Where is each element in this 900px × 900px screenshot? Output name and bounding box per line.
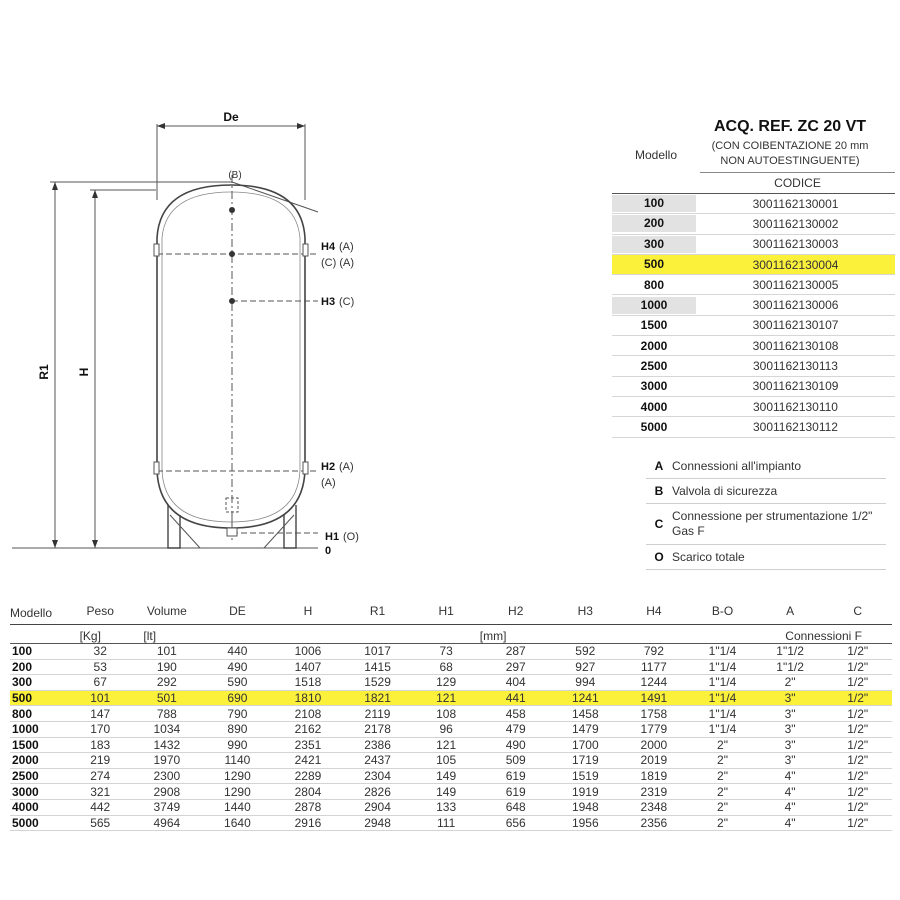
main-table-modello-header: Modello xyxy=(10,606,53,620)
table-cell: 1640 xyxy=(224,815,251,830)
table-cell: 2119 xyxy=(364,706,391,721)
column-header: DE xyxy=(229,604,246,618)
column-header: H1 xyxy=(438,604,454,618)
table-cell: 149 xyxy=(436,784,457,799)
table-cell: 890 xyxy=(227,722,248,737)
code-table-row xyxy=(612,356,895,376)
table-cell: 501 xyxy=(156,691,177,706)
code-table-modello-cell: 200 xyxy=(612,215,696,232)
code-table-codice-cell: 3001162130110 xyxy=(753,399,838,414)
dimensions-table xyxy=(10,598,892,831)
table-cell: 1"1/4 xyxy=(708,675,737,690)
table-cell: 404 xyxy=(505,675,526,690)
table-cell: 1415 xyxy=(364,659,391,674)
table-cell: 1810 xyxy=(294,691,322,706)
column-header: B-O xyxy=(711,604,734,618)
table-cell-modello: 5000 xyxy=(12,815,39,830)
table-cell: 2348 xyxy=(640,800,668,815)
table-cell: 2178 xyxy=(364,722,391,737)
main-table-header-row xyxy=(10,598,892,624)
table-cell: 1034 xyxy=(153,722,181,737)
table-cell: 2289 xyxy=(294,769,322,784)
code-table-codice-cell: 3001162130001 xyxy=(752,196,839,211)
table-cell: 1700 xyxy=(571,737,599,752)
table-row xyxy=(10,784,892,800)
code-table-row xyxy=(612,214,895,234)
table-cell: 4" xyxy=(784,769,796,784)
table-cell-modello: 500 xyxy=(12,691,33,706)
table-cell: 1"1/2 xyxy=(776,644,804,659)
legend-row xyxy=(646,504,886,545)
zero-label: 0 xyxy=(325,545,332,557)
table-cell: 1407 xyxy=(294,659,322,674)
table-cell: 590 xyxy=(227,675,248,690)
h1-o-label: (O) xyxy=(343,531,359,543)
code-table-codice-cell: 3001162130109 xyxy=(752,379,839,394)
code-table-divider xyxy=(700,172,895,173)
table-cell: 170 xyxy=(90,722,111,737)
table-cell: 53 xyxy=(93,659,107,674)
table-cell: 101 xyxy=(156,644,177,659)
code-table-subtitle-1: (CON COIBENTAZIONE 20 mm xyxy=(711,140,869,152)
table-cell: 2804 xyxy=(294,784,322,799)
legend-key: A xyxy=(654,459,664,473)
table-cell: 788 xyxy=(156,706,177,721)
main-table-units-row xyxy=(10,624,892,643)
legend xyxy=(646,454,886,570)
table-cell: 1758 xyxy=(640,706,668,721)
table-cell: 1/2" xyxy=(847,753,869,768)
table-cell-modello: 300 xyxy=(12,675,33,690)
table-cell: 441 xyxy=(505,691,526,706)
h4-c-label: (C) (A) xyxy=(321,257,354,269)
table-cell: 1/2" xyxy=(847,769,869,784)
table-cell: 2300 xyxy=(153,769,181,784)
table-row xyxy=(10,769,892,785)
legend-key: O xyxy=(654,550,664,564)
table-cell: 1/2" xyxy=(847,737,869,752)
r1-label: R1 xyxy=(37,364,51,380)
table-cell: 274 xyxy=(90,769,111,784)
table-cell: 1/2" xyxy=(847,691,869,706)
table-cell: 990 xyxy=(227,737,248,752)
h1-label: H1 xyxy=(325,531,340,543)
table-cell: 2908 xyxy=(153,784,181,799)
table-row xyxy=(10,722,892,738)
code-table-modello-cell: 1500 xyxy=(640,318,668,333)
table-cell: 297 xyxy=(505,659,526,674)
table-cell: 619 xyxy=(505,769,526,784)
table-cell: 3" xyxy=(784,691,796,706)
table-cell: 2108 xyxy=(294,706,322,721)
table-cell-modello: 800 xyxy=(12,706,33,721)
table-cell: 1/2" xyxy=(847,722,869,737)
table-cell: 2421 xyxy=(294,753,322,768)
legend-text: Connessione per strumentazione 1/2" Gas F xyxy=(672,509,873,538)
table-cell: 1/2" xyxy=(847,706,869,721)
table-cell: 183 xyxy=(90,737,111,752)
table-row xyxy=(10,800,892,816)
table-cell: 490 xyxy=(505,737,526,752)
table-cell-modello: 200 xyxy=(12,659,33,674)
table-cell: 1821 xyxy=(364,691,391,706)
table-cell: 1290 xyxy=(224,769,251,784)
table-cell: 1"1/2 xyxy=(776,659,804,674)
table-cell: 1/2" xyxy=(847,815,869,830)
table-cell: 2916 xyxy=(294,815,322,830)
table-cell-modello: 2500 xyxy=(12,769,39,784)
legend-row xyxy=(646,545,886,570)
table-cell: 321 xyxy=(90,784,111,799)
code-table-modello-cell: 4000 xyxy=(640,399,668,414)
code-table-modello-cell: 5000 xyxy=(640,419,668,434)
code-table-codice-cell: 3001162130113 xyxy=(753,359,838,374)
table-cell: 1"1/4 xyxy=(708,644,737,659)
h2-a2-label: (A) xyxy=(321,477,336,489)
table-cell: 1919 xyxy=(571,784,599,799)
column-header: H2 xyxy=(508,604,524,618)
code-table-codice-cell: 3001162130112 xyxy=(753,419,838,434)
table-cell: 1241 xyxy=(571,691,599,706)
table-cell: 1017 xyxy=(364,644,391,659)
table-cell-modello: 100 xyxy=(12,644,33,659)
code-table-rows xyxy=(612,194,895,438)
table-cell: 509 xyxy=(505,753,526,768)
code-table-codice-cell: 3001162130004 xyxy=(752,257,839,272)
h4-a-label: (A) xyxy=(339,241,354,253)
code-table-modello-cell: 1000 xyxy=(612,297,696,314)
code-table-codice-header: CODICE xyxy=(774,176,821,190)
table-cell: 1140 xyxy=(224,753,251,768)
table-cell: 565 xyxy=(90,815,111,830)
table-cell: 2" xyxy=(717,784,728,799)
code-table-modello-cell: 300 xyxy=(612,236,696,253)
column-header: A xyxy=(786,604,795,618)
table-cell: 1432 xyxy=(153,737,181,752)
table-cell: 3" xyxy=(784,737,796,752)
code-table-row xyxy=(612,336,895,356)
h3-label: H3 xyxy=(321,296,336,308)
table-cell: 442 xyxy=(90,800,111,815)
legend-text: Valvola di sicurezza xyxy=(672,483,778,498)
legend-key: B xyxy=(654,484,664,498)
column-header: Peso xyxy=(86,604,114,618)
h4-label: H4 xyxy=(321,241,336,253)
table-cell: 32 xyxy=(93,644,107,659)
h2-a-label: (A) xyxy=(339,461,354,473)
code-table-modello-cell: 500 xyxy=(612,256,696,273)
table-cell: 1/2" xyxy=(847,675,869,690)
code-table-codice-cell: 3001162130006 xyxy=(752,298,839,313)
table-row xyxy=(10,706,892,722)
table-row xyxy=(10,691,892,707)
table-cell: 1458 xyxy=(571,706,599,721)
legend-key: C xyxy=(654,517,664,531)
table-cell: 2" xyxy=(717,800,728,815)
table-cell: 1491 xyxy=(640,691,668,706)
code-table-modello-cell: 2500 xyxy=(640,359,668,374)
table-cell: 3" xyxy=(784,753,796,768)
code-table-row xyxy=(612,295,895,315)
code-table-row xyxy=(612,235,895,255)
table-cell: 440 xyxy=(227,644,248,659)
code-table-row xyxy=(612,255,895,275)
h2-label: H2 xyxy=(321,461,336,473)
table-cell: 927 xyxy=(575,659,596,674)
table-cell: 1519 xyxy=(571,769,599,784)
table-row xyxy=(10,738,892,754)
table-cell: 1970 xyxy=(153,753,181,768)
table-cell: 1819 xyxy=(640,769,668,784)
table-cell: 1244 xyxy=(640,675,668,690)
table-cell-modello: 3000 xyxy=(12,784,39,799)
table-cell: 1/2" xyxy=(847,644,869,659)
table-row xyxy=(10,753,892,769)
table-cell: 479 xyxy=(505,722,526,737)
code-table-codice-cell: 3001162130003 xyxy=(752,237,839,252)
code-table-codice-cell: 3001162130107 xyxy=(752,318,839,333)
table-cell: 111 xyxy=(437,815,456,830)
code-table-codice-cell: 3001162130005 xyxy=(752,277,839,292)
table-cell: 3" xyxy=(784,706,796,721)
table-cell: 1177 xyxy=(640,659,667,674)
table-cell: 4964 xyxy=(153,815,181,830)
table-cell: 619 xyxy=(505,784,526,799)
table-cell: 1/2" xyxy=(847,800,869,815)
unit-mm: [mm] xyxy=(479,629,507,643)
table-cell: 287 xyxy=(505,644,526,659)
code-table-modello-cell: 800 xyxy=(643,277,665,292)
table-cell: 149 xyxy=(436,769,457,784)
table-cell: 2" xyxy=(784,675,796,690)
b-label: (B) xyxy=(228,170,242,181)
column-header: H xyxy=(303,604,313,618)
table-cell: 458 xyxy=(505,706,526,721)
table-cell: 2437 xyxy=(364,753,391,768)
table-cell: 105 xyxy=(436,753,457,768)
table-cell-modello: 4000 xyxy=(12,800,39,815)
tank-drawing xyxy=(0,0,600,580)
table-cell-modello: 1500 xyxy=(12,737,39,752)
code-table-subtitle-2: NON AUTOESTINGUENTE) xyxy=(720,155,860,167)
h-label: H xyxy=(77,367,91,377)
code-table-codice-cell: 3001162130108 xyxy=(752,338,839,353)
table-cell: 1/2" xyxy=(847,784,869,799)
table-cell: 2386 xyxy=(364,737,391,752)
table-cell: 1719 xyxy=(571,753,599,768)
code-table-codice-cell: 3001162130002 xyxy=(752,216,839,231)
table-cell: 1"1/4 xyxy=(708,722,737,737)
table-cell: 133 xyxy=(436,800,457,815)
code-table-title: ACQ. REF. ZC 20 VT xyxy=(713,118,867,135)
table-cell: 292 xyxy=(156,675,177,690)
table-cell: 1440 xyxy=(224,800,251,815)
table-row xyxy=(10,644,892,660)
table-cell: 2878 xyxy=(294,800,322,815)
main-table-body xyxy=(10,644,892,831)
table-cell: 2351 xyxy=(294,737,322,752)
code-table-modello-header: Modello xyxy=(634,148,678,162)
table-cell: 219 xyxy=(90,753,111,768)
table-cell: 2162 xyxy=(294,722,322,737)
table-cell: 592 xyxy=(575,644,596,659)
code-table-row xyxy=(612,397,895,417)
table-cell: 121 xyxy=(436,691,457,706)
code-table-modello-cell: 3000 xyxy=(640,379,668,394)
table-cell: 67 xyxy=(93,675,107,690)
table-cell: 1"1/4 xyxy=(708,706,737,721)
table-cell: 656 xyxy=(505,815,526,830)
table-cell: 2000 xyxy=(640,737,668,752)
table-cell: 96 xyxy=(439,722,453,737)
table-cell: 2019 xyxy=(640,753,668,768)
table-cell: 1"1/4 xyxy=(708,691,737,706)
table-cell: 108 xyxy=(436,706,457,721)
table-cell: 68 xyxy=(439,659,453,674)
table-cell: 129 xyxy=(436,675,457,690)
table-row xyxy=(10,675,892,691)
table-cell: 1"1/4 xyxy=(708,659,737,674)
h3-c-label: (C) xyxy=(339,296,355,308)
legend-row xyxy=(646,454,886,479)
table-cell: 190 xyxy=(156,659,177,674)
table-cell: 790 xyxy=(227,706,248,721)
table-cell: 3" xyxy=(784,722,796,737)
table-cell: 994 xyxy=(575,675,596,690)
table-cell: 1529 xyxy=(364,675,391,690)
table-cell: 4" xyxy=(784,800,796,815)
table-cell: 1779 xyxy=(640,722,668,737)
unit-connessioni: Connessioni F xyxy=(785,629,862,643)
table-cell: 2904 xyxy=(364,800,391,815)
table-cell: 73 xyxy=(439,644,453,659)
code-table-modello-cell: 100 xyxy=(612,195,696,212)
table-cell: 4" xyxy=(784,784,796,799)
legend-row xyxy=(646,479,886,504)
unit-peso: [Kg] xyxy=(79,629,101,643)
table-cell: 2304 xyxy=(364,769,391,784)
table-row xyxy=(10,816,892,832)
table-cell: 1006 xyxy=(294,644,322,659)
table-cell: 2" xyxy=(717,753,728,768)
code-table-row xyxy=(612,417,895,437)
table-cell: 2" xyxy=(717,815,728,830)
column-header: H3 xyxy=(577,604,593,618)
table-cell: 4" xyxy=(784,815,796,830)
table-cell: 648 xyxy=(505,800,526,815)
column-header: R1 xyxy=(369,604,386,618)
table-cell: 2319 xyxy=(640,784,668,799)
table-cell: 2948 xyxy=(364,815,391,830)
code-table-row xyxy=(612,377,895,397)
table-cell: 490 xyxy=(227,659,248,674)
code-table-row xyxy=(612,316,895,336)
table-cell: 2" xyxy=(717,737,728,752)
table-cell: 1290 xyxy=(224,784,251,799)
table-cell: 101 xyxy=(90,691,111,706)
legend-text: Connessioni all'impianto xyxy=(672,458,802,473)
table-cell: 2356 xyxy=(640,815,668,830)
table-cell-modello: 1000 xyxy=(12,722,39,737)
table-cell: 2826 xyxy=(364,784,391,799)
table-cell: 792 xyxy=(643,644,664,659)
table-row xyxy=(10,660,892,676)
code-table-modello-cell: 2000 xyxy=(640,338,668,353)
table-cell: 1956 xyxy=(571,815,599,830)
table-cell: 1479 xyxy=(571,722,599,737)
code-table-row xyxy=(612,194,895,214)
column-header: H4 xyxy=(646,604,662,618)
de-label: De xyxy=(223,110,239,124)
table-cell: 690 xyxy=(227,691,248,706)
table-cell: 147 xyxy=(90,706,111,721)
legend-text: Scarico totale xyxy=(672,549,745,564)
unit-volume: [lt] xyxy=(143,629,157,643)
column-header: C xyxy=(853,604,863,618)
table-cell: 3749 xyxy=(153,800,181,815)
table-cell: 1518 xyxy=(294,675,322,690)
code-table-row xyxy=(612,275,895,295)
column-header: Volume xyxy=(146,604,187,618)
table-cell: 121 xyxy=(436,737,457,752)
table-cell: 1/2" xyxy=(847,659,869,674)
table-cell-modello: 2000 xyxy=(12,753,39,768)
table-cell: 2" xyxy=(717,769,728,784)
table-cell: 1948 xyxy=(571,800,599,815)
